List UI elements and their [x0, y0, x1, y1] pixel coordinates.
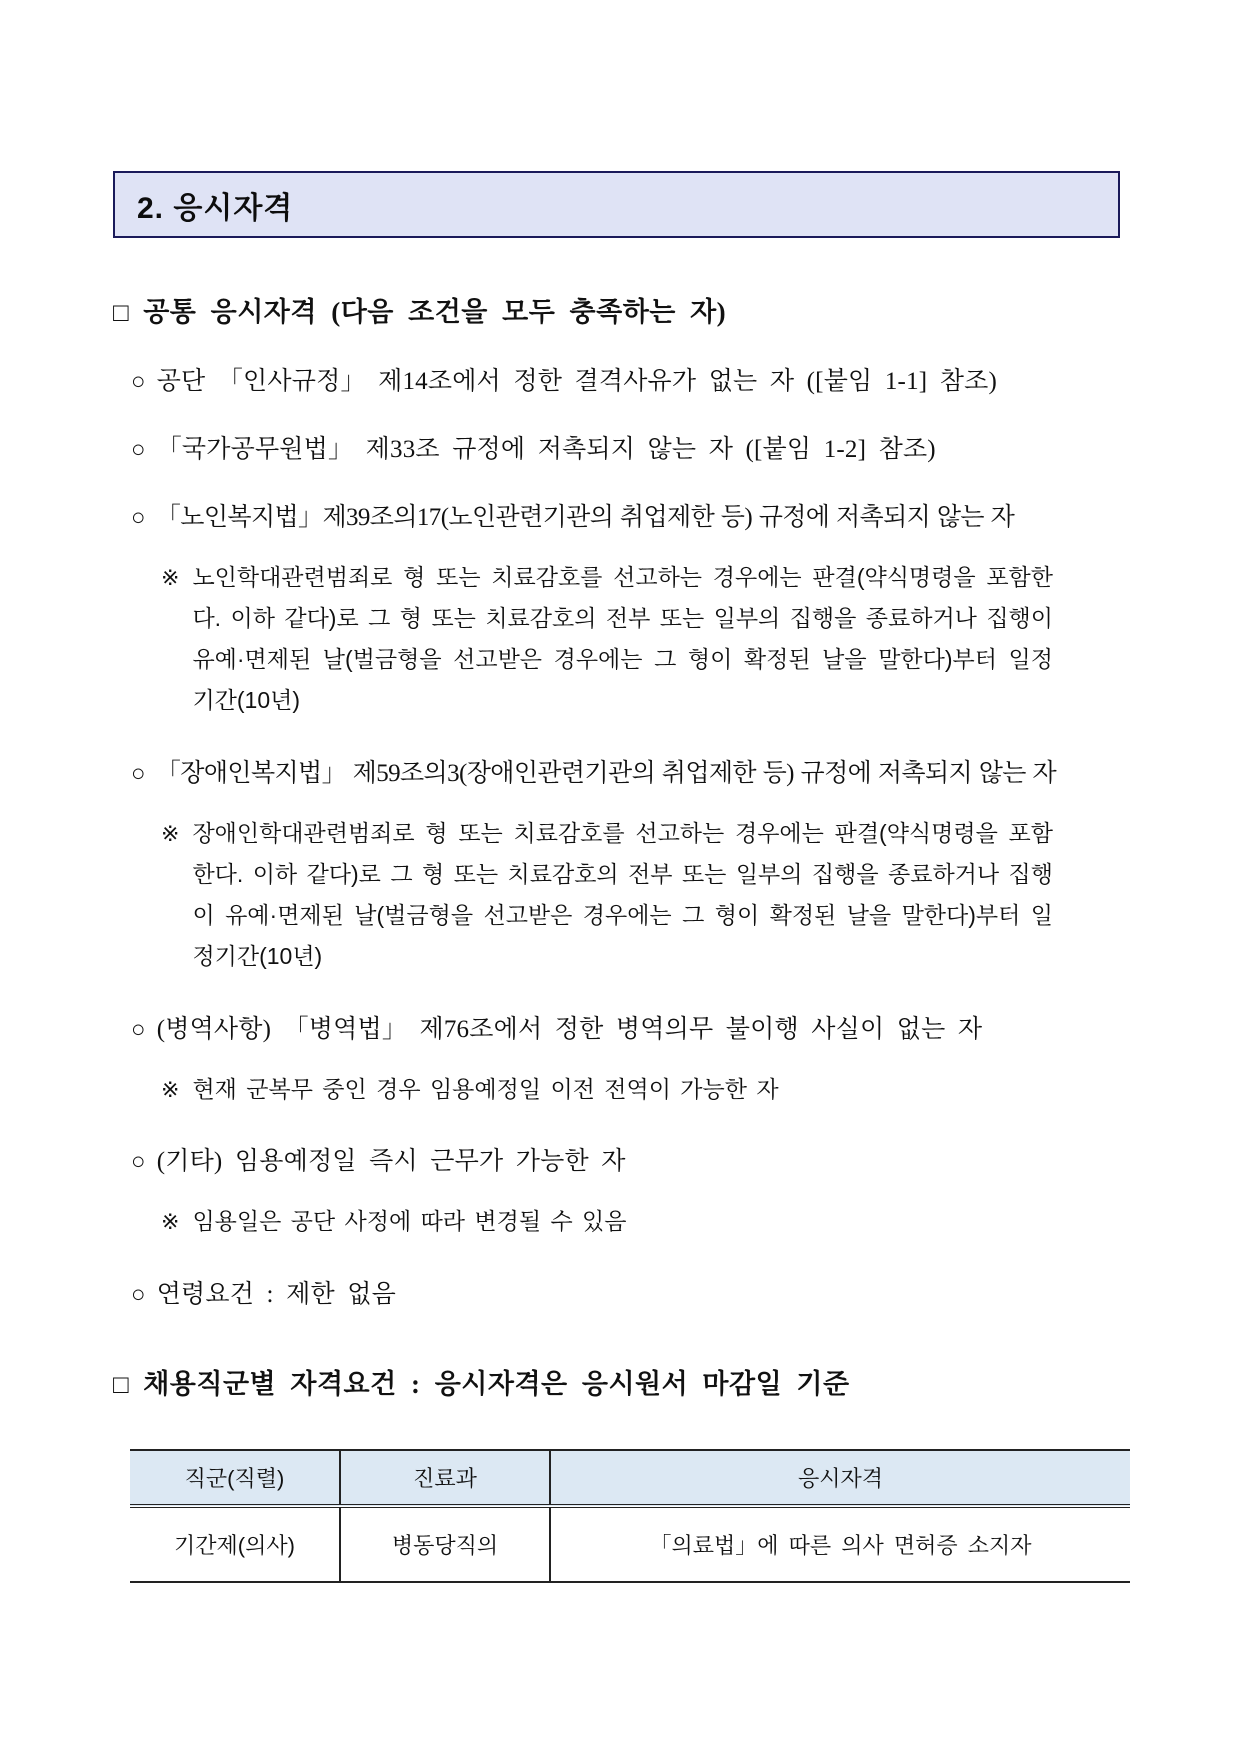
note-text: 현재 군복무 중인 경우 임용예정일 이전 전역이 가능한 자 — [192, 1075, 779, 1102]
list-item — [113, 1141, 1130, 1177]
job-group-qualifications-title: 채용직군별 자격요건 : 응시자격은 응시원서 마감일 기준 — [143, 1369, 850, 1400]
item-text: 연령요건 : 제한 없음 — [156, 1281, 396, 1309]
reference-mark-icon: ※ — [161, 1209, 180, 1235]
list-item — [113, 429, 1130, 465]
square-bullet-icon: □ — [113, 298, 130, 327]
section-title: 2. 응시자격 — [137, 191, 294, 225]
item-text: 「장애인복지법」 제59조의3(장애인관련기관의 취업제한 등) 규정에 저촉되지 않는 자 — [155, 759, 1057, 787]
item-text: (기타) 임용예정일 즉시 근무가 가능한 자 — [156, 1148, 626, 1176]
circle-bullet-icon: ○ — [131, 437, 146, 463]
section-title-box — [113, 171, 1120, 238]
item-text: 공단 「인사규정」 제14조에서 정한 결격사유가 없는 자 ([붙임 1-1] 참조) — [156, 368, 997, 395]
circle-bullet-icon: ○ — [131, 760, 145, 787]
item-text: 「국가공무원법」 제33조 규정에 저촉되지 않는 자 ([붙임 1-2] 참조) — [156, 436, 936, 463]
circle-bullet-icon: ○ — [131, 1016, 146, 1043]
square-bullet-icon: □ — [113, 1370, 130, 1400]
column-header-department: 진료과 — [340, 1450, 550, 1506]
note-text: 노인학대관련범죄로 형 또는 치료감호를 선고하는 경우에는 판결(약식명령을 포함한다. 이하 같다)로 그 형 또는 치료감호의 전부 또는 일부의 집행을 종료하거나 집행이 유예·면제된 날(벌금형을 선고받은 경우에는 그 형이 확정된 날을 말한다)부터 일정기간(10년) — [192, 564, 1053, 713]
cell-department: 병동당직의 — [340, 1506, 550, 1582]
note-text: 임용일은 공단 사정에 따라 변경될 수 있음 — [192, 1208, 627, 1235]
note-text: 장애인학대관련범죄로 형 또는 치료감호를 선고하는 경우에는 판결(약식명령을 포함한다. 이하 같다)로 그 형 또는 치료감호의 전부 또는 일부의 집행을 종료하거나 집행이 유예·면제된 날(벌금형을 선고받은 경우에는 그 형이 확정된 날을 말한다)부터 일정기간(10년) — [192, 819, 1053, 969]
list-item — [113, 361, 1130, 397]
list-item-note — [161, 1069, 1053, 1110]
list-item — [113, 1009, 1130, 1045]
qualification-table — [130, 1449, 1130, 1583]
reference-mark-icon: ※ — [161, 820, 180, 846]
circle-bullet-icon: ○ — [131, 1282, 146, 1309]
common-qualifications-heading — [113, 290, 1130, 329]
job-group-qualifications-heading — [113, 1362, 1130, 1401]
list-item-note — [161, 1201, 1053, 1242]
reference-mark-icon: ※ — [161, 1076, 180, 1102]
circle-bullet-icon: ○ — [131, 505, 145, 531]
table-header-row — [130, 1450, 1130, 1506]
list-item — [113, 1274, 1130, 1310]
list-item-note — [161, 813, 1053, 977]
reference-mark-icon: ※ — [161, 565, 180, 590]
list-item-note — [161, 557, 1053, 721]
list-item — [113, 497, 1130, 533]
common-qualifications-title: 공통 응시자격 (다음 조건을 모두 충족하는 자) — [143, 297, 727, 327]
cell-job-group: 기간제(의사) — [174, 1533, 295, 1559]
column-header-qualification: 응시자격 — [550, 1450, 1130, 1506]
column-header-job-group: 직군(직렬) — [130, 1450, 340, 1506]
item-text: 「노인복지법」제39조의17(노인관련기관의 취업제한 등) 규정에 저촉되지 않는 자 — [155, 504, 1015, 531]
table-row — [130, 1506, 1130, 1582]
cell-qualification: 「의료법」에 따른 의사 면허증 소지자 — [550, 1506, 1130, 1582]
circle-bullet-icon: ○ — [131, 369, 146, 395]
circle-bullet-icon: ○ — [131, 1149, 146, 1176]
list-item — [113, 753, 1130, 789]
item-text: (병역사항) 「병역법」 제76조에서 정한 병역의무 불이행 사실이 없는 자 — [156, 1015, 983, 1043]
